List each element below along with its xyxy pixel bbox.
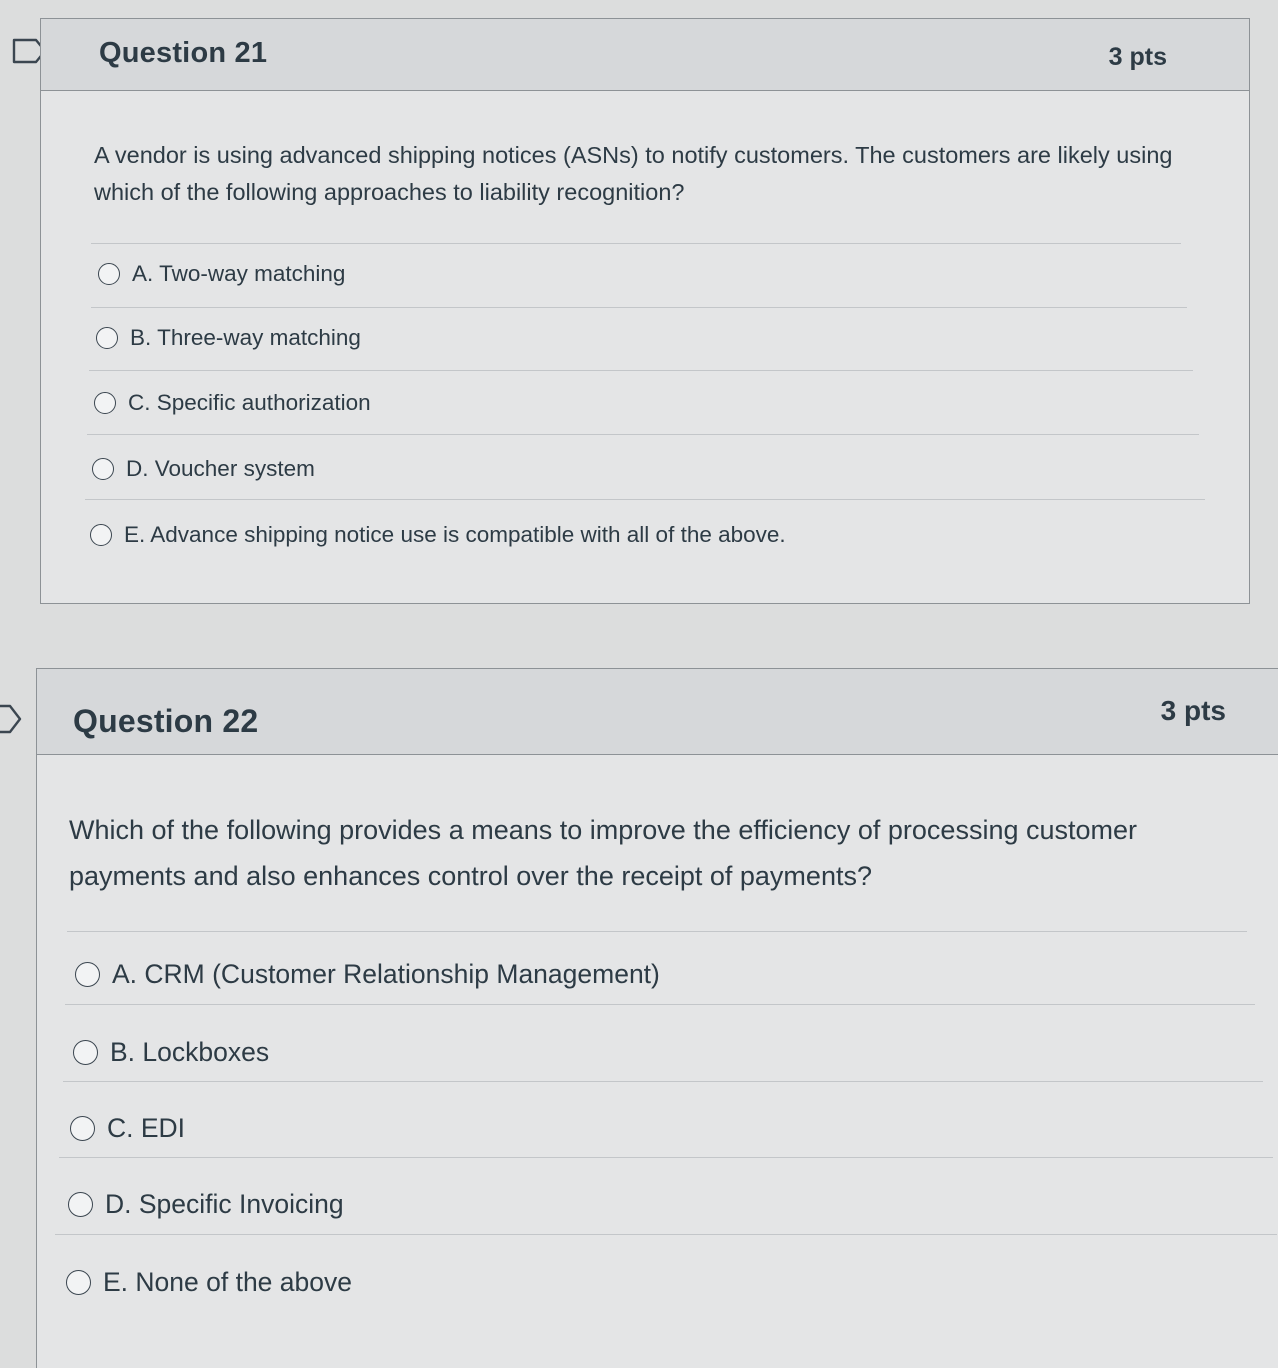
question-21-title: Question 21: [99, 37, 268, 69]
flag-question-22-icon[interactable]: [0, 704, 24, 726]
separator: [67, 931, 1247, 932]
question-21-prompt: A vendor is using advanced shipping notices (ASNs) to notify customers. The customers are likely using which of the following approaches to liability recognition?: [94, 142, 1173, 205]
radio-circle-icon[interactable]: [66, 1270, 91, 1295]
radio-circle-icon[interactable]: [70, 1116, 95, 1141]
answer-option[interactable]: [68, 1189, 344, 1220]
question-22-points: 3 pts: [1160, 695, 1226, 726]
separator: [85, 499, 1205, 500]
answer-option[interactable]: [90, 522, 786, 548]
answer-label: C. Specific authorization: [128, 390, 371, 415]
radio-circle-icon[interactable]: [94, 392, 116, 414]
radio-circle-icon[interactable]: [90, 524, 112, 546]
radio-circle-icon[interactable]: [96, 327, 118, 349]
radio-circle-icon[interactable]: [75, 962, 100, 987]
question-22-card: [36, 668, 1278, 1368]
answer-label: A. CRM (Customer Relationship Management): [112, 959, 660, 989]
separator: [89, 370, 1193, 371]
answer-label: B. Lockboxes: [110, 1037, 270, 1067]
separator: [91, 307, 1187, 308]
answer-label: A. Two-way matching: [132, 261, 346, 286]
question-22-title: Question 22: [73, 703, 259, 739]
separator: [63, 1081, 1263, 1082]
answer-option[interactable]: [96, 325, 361, 351]
radio-circle-icon[interactable]: [92, 458, 114, 480]
question-22-text: [69, 807, 1249, 899]
answer-option[interactable]: [70, 1113, 185, 1144]
separator: [91, 243, 1181, 244]
radio-circle-icon[interactable]: [73, 1040, 98, 1065]
radio-circle-icon[interactable]: [68, 1192, 93, 1217]
question-22-prompt: Which of the following provides a means to improve the efficiency of processing customer payments and also enhances control over the receipt of payments?: [69, 815, 1138, 891]
answer-label: B. Three-way matching: [130, 325, 361, 350]
answer-label: E. None of the above: [103, 1267, 352, 1297]
answer-option[interactable]: [98, 261, 345, 287]
question-21-text: [94, 137, 1184, 211]
answer-option[interactable]: [94, 390, 371, 416]
question-21-points: 3 pts: [1108, 43, 1167, 71]
answer-label: C. EDI: [107, 1113, 186, 1143]
answer-option[interactable]: [75, 959, 660, 990]
answer-option[interactable]: [73, 1037, 269, 1068]
separator: [55, 1234, 1277, 1235]
question-21-header: [41, 19, 1249, 91]
separator: [87, 434, 1199, 435]
question-21-card: [40, 18, 1250, 604]
question-22-header: [37, 669, 1278, 755]
separator: [59, 1157, 1273, 1158]
answer-option[interactable]: [92, 456, 315, 482]
radio-circle-icon[interactable]: [98, 263, 120, 285]
answer-label: D. Voucher system: [126, 456, 315, 481]
answer-option[interactable]: [66, 1267, 352, 1298]
answer-label: E. Advance shipping notice use is compatible with all of the above.: [124, 522, 786, 547]
answer-label: D. Specific Invoicing: [105, 1189, 344, 1219]
separator: [65, 1004, 1255, 1005]
